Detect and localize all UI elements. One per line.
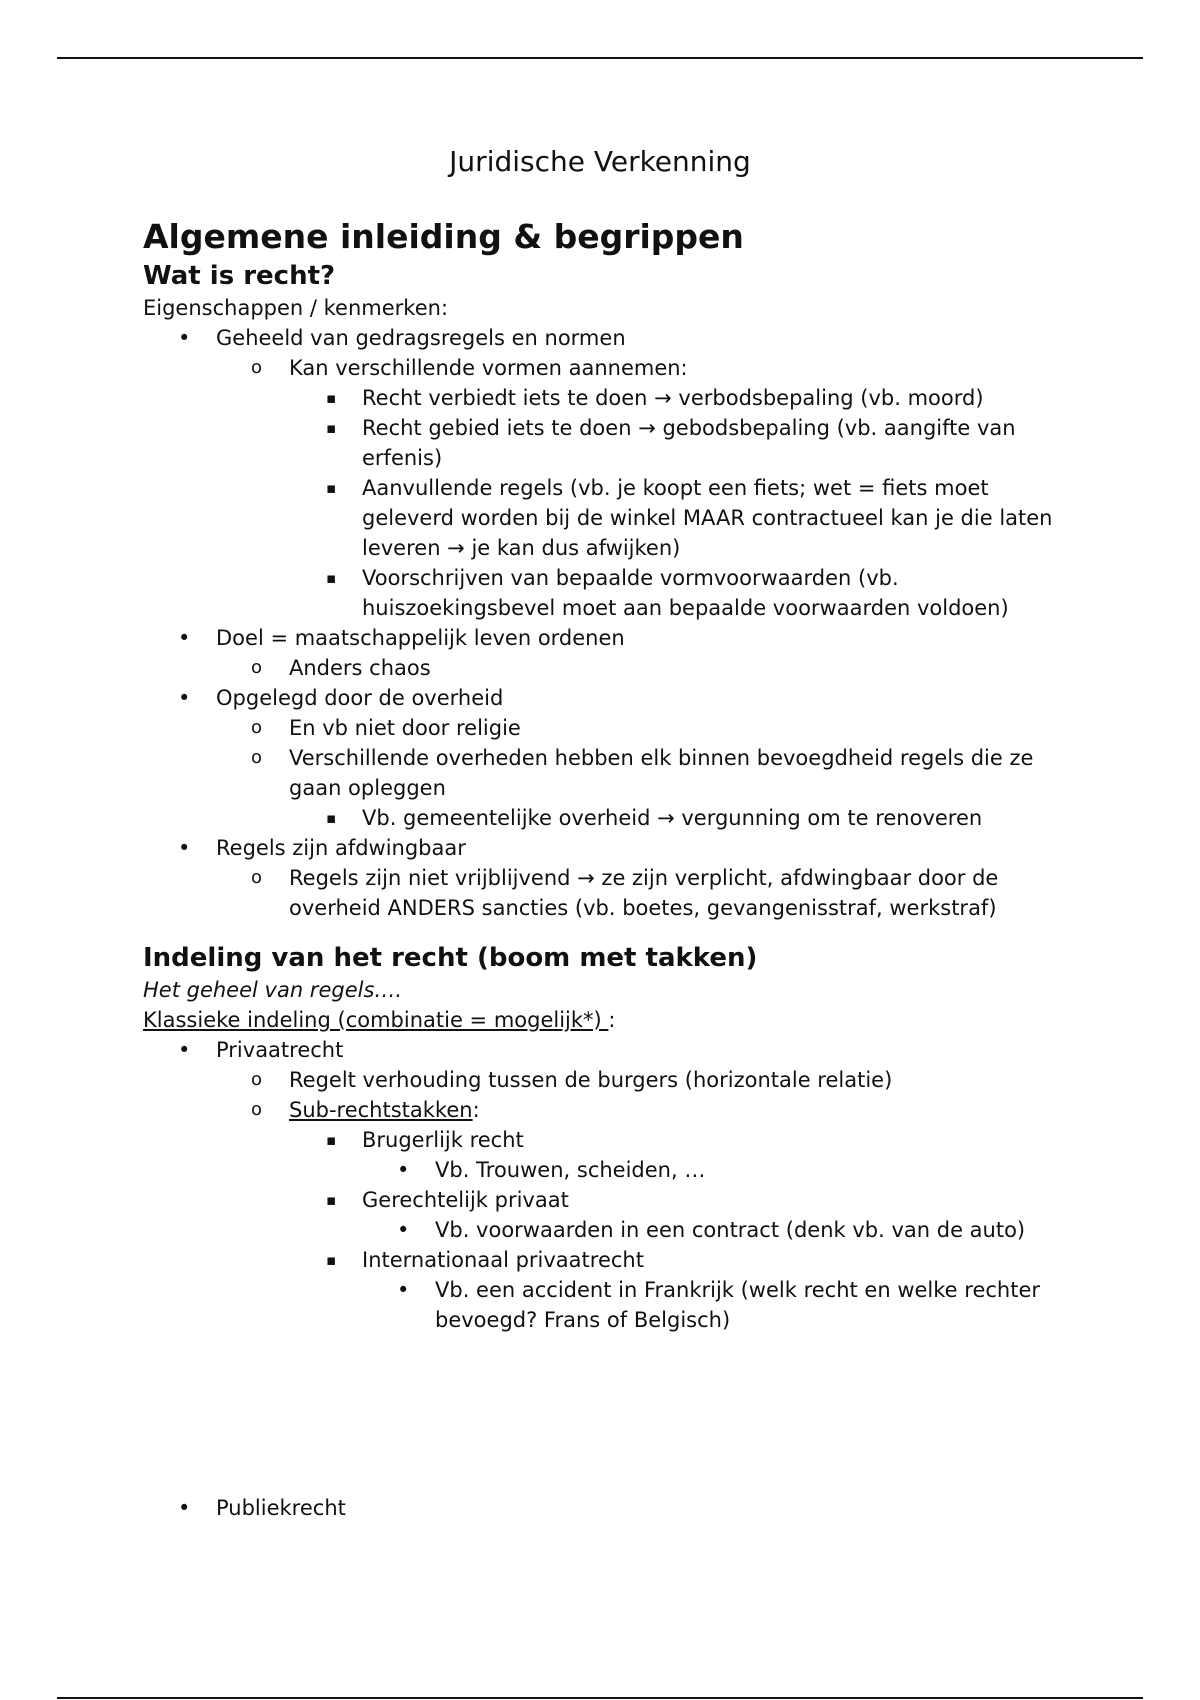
bullet-icon: • <box>178 1038 191 1062</box>
intro-text: Eigenschappen / kenmerken: <box>143 296 449 320</box>
list-item: • Doel = maatschappelijk leven ordenen <box>143 623 1083 653</box>
square-bullet-icon: ▪ <box>326 1131 337 1149</box>
square-bullet-icon: ▪ <box>326 569 337 587</box>
circle-bullet-icon: o <box>251 1099 263 1120</box>
section-heading: Algemene inleiding & begrippen <box>143 217 744 256</box>
square-bullet-icon: ▪ <box>326 1191 337 1209</box>
colon: : <box>608 1008 616 1032</box>
list-item: o Sub-rechtstakken: <box>143 1095 1083 1125</box>
classification-line <box>143 1005 1083 1035</box>
square-bullet-icon: ▪ <box>326 1251 337 1269</box>
sub-label: Sub-rechtstakken <box>289 1098 473 1122</box>
list-item: ▪ Aanvullende regels (vb. je koopt een fiets; wet = fiets moet geleverd worden bij de winkel MAAR contractueel kan je die laten leveren → je kan dus afwijken) <box>143 473 1083 563</box>
circle-bullet-icon: o <box>251 717 263 738</box>
square-bullet-icon: ▪ <box>326 389 337 407</box>
circle-bullet-icon: o <box>251 657 263 678</box>
list-item: ▪ Internationaal privaatrecht <box>143 1245 1083 1275</box>
list-item: • Regels zijn afdwingbaar <box>143 833 1083 863</box>
list-item: ▪ Brugerlijk recht <box>143 1125 1083 1155</box>
bullet-icon: • <box>178 626 191 650</box>
list-item: • Privaatrecht <box>143 1035 1083 1065</box>
list-item: • Opgelegd door de overheid <box>143 683 1083 713</box>
list-item: o Verschillende overheden hebben elk binnen bevoegdheid regels die ze gaan opleggen <box>143 743 1083 803</box>
list-item: • Publiekrecht <box>143 1493 1083 1523</box>
circle-bullet-icon: o <box>251 747 263 768</box>
square-bullet-icon: ▪ <box>326 479 337 497</box>
circle-bullet-icon: o <box>251 1069 263 1090</box>
header-rule <box>57 57 1143 59</box>
list-item: o Regelt verhouding tussen de burgers (horizontale relatie) <box>143 1065 1083 1095</box>
classification-label: Klassieke indeling (combinatie = mogelijk*) <box>143 1008 609 1032</box>
document-body <box>143 215 1083 1523</box>
square-bullet-icon: ▪ <box>326 419 337 437</box>
list-item: ▪ Vb. gemeentelijke overheid → vergunning om te renoveren <box>143 803 1083 833</box>
bullet-icon: • <box>178 326 191 350</box>
list-item: o Kan verschillende vormen aannemen: <box>143 353 1083 383</box>
bullet-icon: • <box>397 1278 410 1302</box>
bullet-icon: • <box>397 1158 410 1182</box>
list-item: ▪ Gerechtelijk privaat <box>143 1185 1083 1215</box>
list-item: • Vb. Trouwen, scheiden, … <box>143 1155 1083 1185</box>
list-item: o Regels zijn niet vrijblijvend → ze zijn verplicht, afdwingbaar door de overheid ANDERS sancties (vb. boetes, gevangenisstraf, werkstraf) <box>143 863 1083 923</box>
bullet-icon: • <box>178 1496 191 1520</box>
list-item: ▪ Recht verbiedt iets te doen → verbodsbepaling (vb. moord) <box>143 383 1083 413</box>
section-heading: Indeling van het recht (boom met takken) <box>143 943 758 973</box>
circle-bullet-icon: o <box>251 867 263 888</box>
list-item: o Anders chaos <box>143 653 1083 683</box>
list-item: • Vb. voorwaarden in een contract (denk vb. van de auto) <box>143 1215 1083 1245</box>
spacer <box>143 1335 1083 1493</box>
spacer <box>143 923 1083 941</box>
list-item: o En vb niet door religie <box>143 713 1083 743</box>
subsection-heading: Wat is recht? <box>143 261 336 291</box>
footer-rule <box>57 1697 1143 1699</box>
bullet-icon: • <box>178 686 191 710</box>
list-item: ▪ Recht gebied iets te doen → gebodsbepaling (vb. aangifte van erfenis) <box>143 413 1083 473</box>
square-bullet-icon: ▪ <box>326 809 337 827</box>
list-item: ▪ Voorschrijven van bepaalde vormvoorwaarden (vb. huiszoekingsbevel moet aan bepaalde voorwaarden voldoen) <box>143 563 1083 623</box>
list-item: • Vb. een accident in Frankrijk (welk recht en welke rechter bevoegd? Frans of Belgisch) <box>143 1275 1083 1335</box>
bullet-icon: • <box>397 1218 410 1242</box>
document-title: Juridische Verkenning <box>449 145 751 178</box>
bullet-icon: • <box>178 836 191 860</box>
circle-bullet-icon: o <box>251 357 263 378</box>
intro-text: Het geheel van regels…. <box>143 978 403 1002</box>
list-item: • Geheeld van gedragsregels en normen <box>143 323 1083 353</box>
